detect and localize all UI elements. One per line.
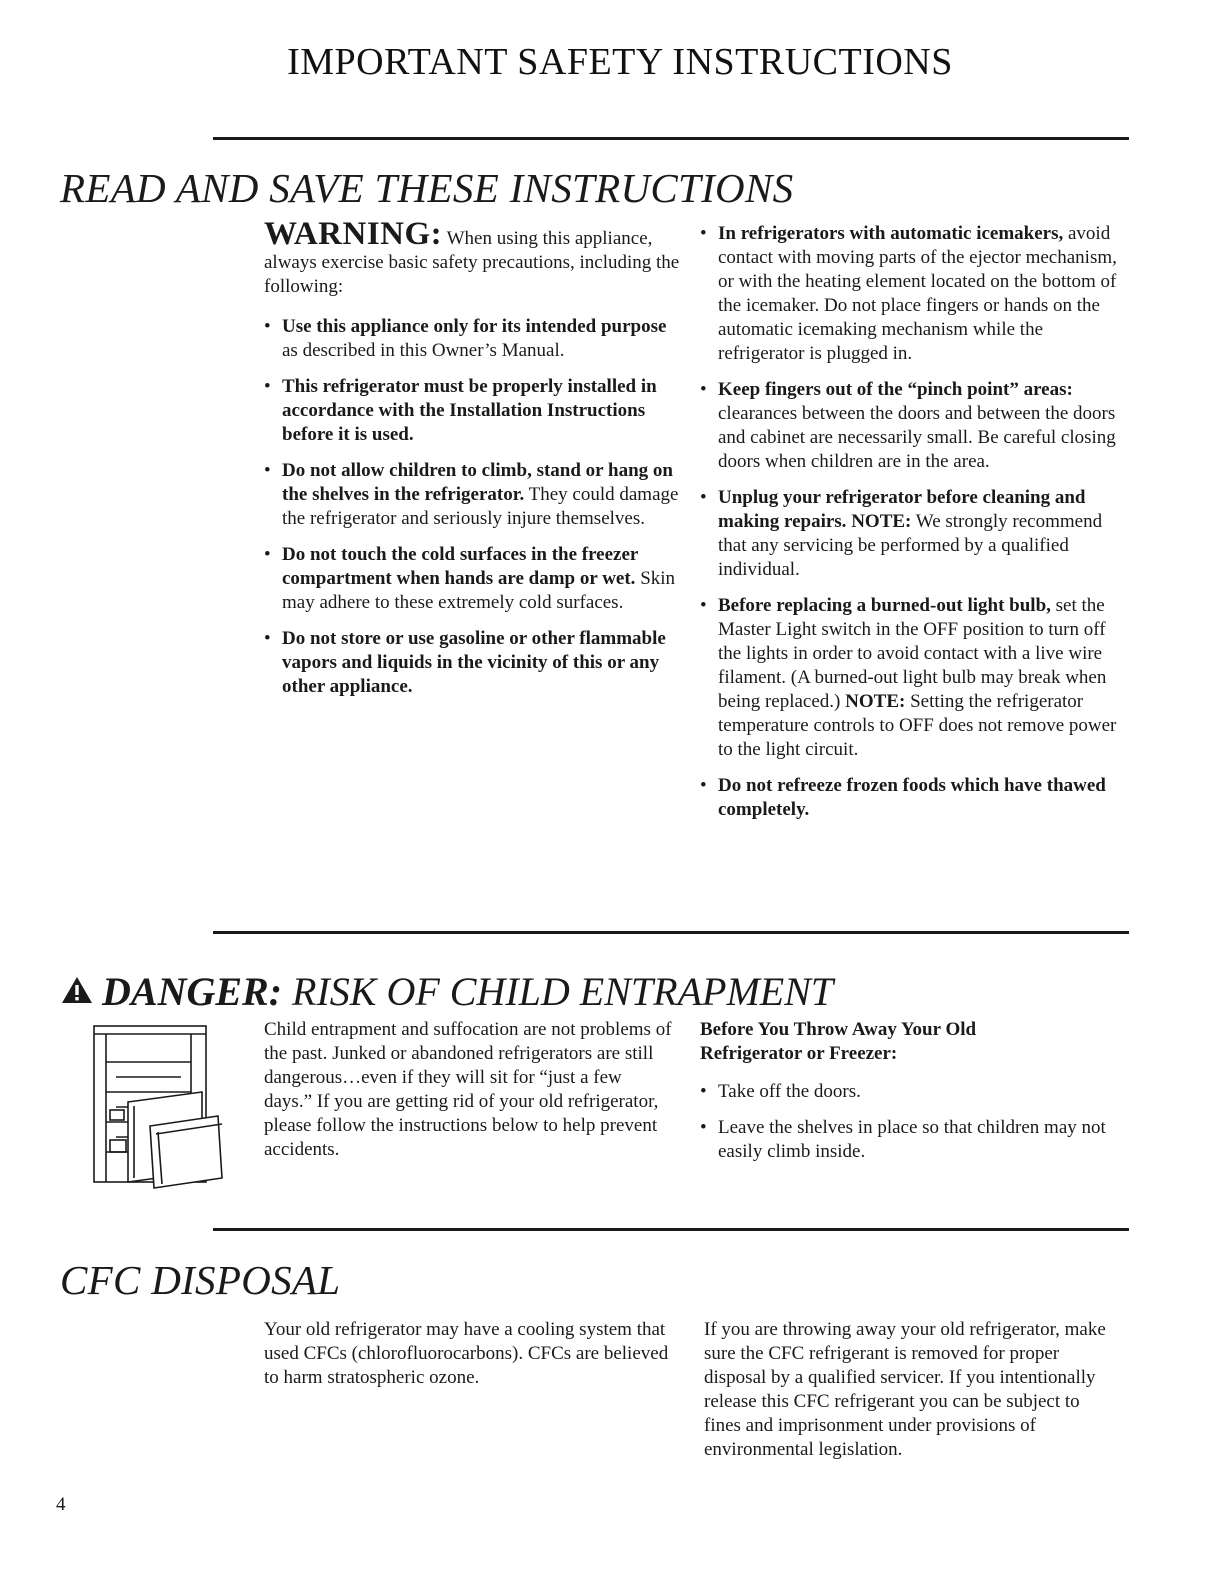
list-item (700, 1080, 1120, 1104)
list-item (700, 378, 1120, 474)
danger-title: RISK OF CHILD ENTRAPMENT (292, 969, 834, 1014)
danger-label: DANGER: (102, 969, 283, 1014)
danger-subheading: Before You Throw Away Your Old Refrigerator or Freezer: (700, 1019, 977, 1064)
cfc-heading: CFC DISPOSAL (60, 1257, 341, 1303)
bullet-bold: Do not store or use gasoline or other flammable vapors and liquids in the vicinity of this or any other appliance. (282, 628, 666, 697)
page-title: IMPORTANT SAFETY INSTRUCTIONS (287, 41, 953, 83)
top-rule (213, 137, 1129, 140)
bullet-bold: Do not refreeze frozen foods which have thawed completely. (718, 775, 1106, 820)
danger-heading (60, 968, 833, 1015)
danger-right-list (700, 1080, 1120, 1164)
safety-left-column (264, 216, 684, 711)
danger-right-column (700, 1018, 1120, 1176)
warning-intro (264, 216, 684, 299)
warning-word: WARNING: (264, 216, 443, 252)
warning-triangle-icon (60, 975, 94, 1005)
bullet-note: NOTE: (851, 511, 912, 532)
cfc-right-column (704, 1318, 1114, 1462)
bullet-text: Leave the shelves in place so that children may not easily climb inside. (718, 1117, 1106, 1162)
bullet-bold: Before replacing a burned-out light bulb, (718, 595, 1051, 616)
bullet-text: Take off the doors. (718, 1081, 861, 1102)
list-item (264, 459, 684, 531)
middle-rule (213, 931, 1129, 934)
bullet-bold: Use this appliance only for its intended purpose (282, 316, 667, 337)
bullet-bold: This refrigerator must be properly installed in accordance with the Installation Instructions before it is used. (282, 376, 657, 445)
bullet-text: clearances between the doors and between the doors and cabinet are necessarily small. Be careful closing doors when children are in the area. (718, 403, 1116, 472)
bullet-text: avoid contact with moving parts of the ejector mechanism, or with the heating element located on the bottom of the icemaker. Do not place fingers or hands on the automatic icemaking mechanism while the refrigerator is plugged in. (718, 223, 1117, 364)
safety-left-list (264, 315, 684, 699)
cfc-left-text: Your old refrigerator may have a cooling system that used CFCs (chlorofluorocarbons). CFCs are believed to harm stratospheric ozone. (264, 1319, 669, 1388)
list-item (264, 375, 684, 447)
list-item (700, 594, 1120, 762)
list-item (264, 315, 684, 363)
danger-left-column (264, 1018, 674, 1162)
bullet-note: NOTE: (845, 691, 906, 712)
list-item (700, 1116, 1120, 1164)
danger-text: Child entrapment and suffocation are not problems of the past. Junked or abandoned refrigerators are still dangerous…even if they will sit for “just a few days.” If you are getting rid of your old refrigerator, please follow the instructions below to help prevent accidents. (264, 1019, 672, 1160)
bullet-text: We strongly recommend that any servicing be performed by a qualified individual. (718, 511, 1103, 580)
bullet-bold: Unplug your refrigerator before cleaning and making repairs. (718, 487, 1086, 532)
bottom-rule (213, 1228, 1129, 1231)
bullet-bold: Do not allow children to climb, stand or hang on the shelves in the refrigerator. (282, 460, 673, 505)
list-item (700, 222, 1120, 366)
bullet-text: as described in this Owner’s Manual. (282, 340, 565, 361)
bullet-bold: In refrigerators with automatic icemakers, (718, 223, 1064, 244)
page-number: 4 (56, 1494, 66, 1515)
safety-right-list (700, 222, 1120, 822)
bullet-text: set the Master Light switch in the OFF position to turn off the lights in order to avoid contact with a live wire filament. (A burned-out light bulb may break when being replaced.) (718, 595, 1107, 712)
safety-right-column (700, 222, 1120, 834)
bullet-bold: Do not touch the cold surfaces in the freezer compartment when hands are damp or wet. (282, 544, 639, 589)
bullet-text: Skin may adhere to these extremely cold surfaces. (282, 568, 676, 613)
list-item (700, 486, 1120, 582)
warning-text: When using this appliance, always exercise basic safety precautions, including the following: (264, 228, 680, 297)
list-item (264, 627, 684, 699)
cfc-right-text: If you are throwing away your old refrigerator, make sure the CFC refrigerant is removed for proper disposal by a qualified servicer. If you intentionally release this CFC refrigerant you can be subject to fines and imprisonment under provisions of environmental legislation. (704, 1319, 1106, 1460)
cfc-left-column (264, 1318, 682, 1390)
bullet-text: Setting the refrigerator temperature controls to OFF does not remove power to the light circuit. (718, 691, 1117, 760)
list-item (264, 543, 684, 615)
list-item (700, 774, 1120, 822)
bullet-text: They could damage the refrigerator and seriously injure themselves. (282, 484, 679, 529)
read-save-heading: READ AND SAVE THESE INSTRUCTIONS (60, 165, 794, 211)
refrigerator-illustration (86, 1022, 236, 1190)
bullet-bold: Keep fingers out of the “pinch point” areas: (718, 379, 1073, 400)
